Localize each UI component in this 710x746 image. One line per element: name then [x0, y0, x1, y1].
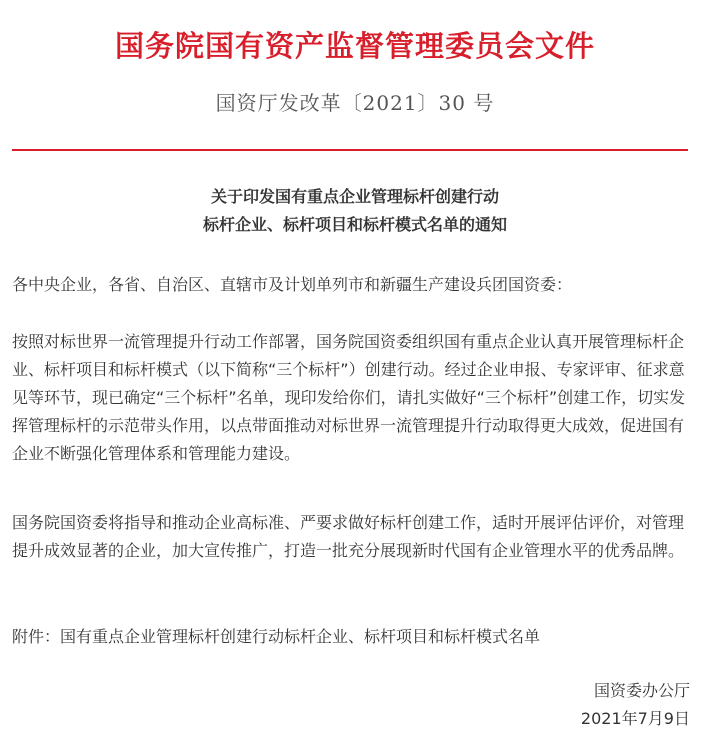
body-paragraph-2: 国务院国资委将指导和推动企业高标准、严要求做好标杆创建工作，适时开展评估评价，对管理提升成效显著的企业，加大宣传推广，打造一批充分展现新时代国有企业管理水平的优秀品牌。	[12, 513, 685, 560]
signature-date: 2021年7月9日	[580, 709, 690, 728]
notice-title	[0, 183, 710, 239]
notice-title-line-1: 关于印发国有重点企业管理标杆创建行动	[210, 187, 499, 206]
header-divider	[12, 149, 688, 151]
notice-title-line-2: 标杆企业、标杆项目和标杆模式名单的通知	[202, 215, 507, 234]
body-paragraph-1: 按照对标世界一流管理提升行动工作部署，国务院国资委组织国有重点企业认真开展管理标杆企业、标杆项目和标杆模式（以下简称“三个标杆”）创建行动。经过企业申报、专家评审、征求意见等环节，现已确定“三个标杆”名单，现印发给你们，请扎实做好“三个标杆”创建工作，切实发挥管理标杆的示范带头作用，以点带面推动对标世界一流管理提升行动取得更大成效，促进国有企业不断强化管理体系和管理能力建设。	[12, 332, 686, 463]
attachment-note: 附件：国有重点企业管理标杆创建行动标杆企业、标杆项目和标杆模式名单	[12, 627, 541, 646]
agency-title: 国务院国有资产监督管理委员会文件	[114, 29, 595, 63]
signature-organization: 国资委办公厅	[593, 681, 690, 700]
document-number: 国资厅发改革〔2021〕30 号	[215, 91, 495, 115]
salutation: 各中央企业，各省、自治区、直辖市及计划单列市和新疆生产建设兵团国资委：	[12, 275, 573, 294]
